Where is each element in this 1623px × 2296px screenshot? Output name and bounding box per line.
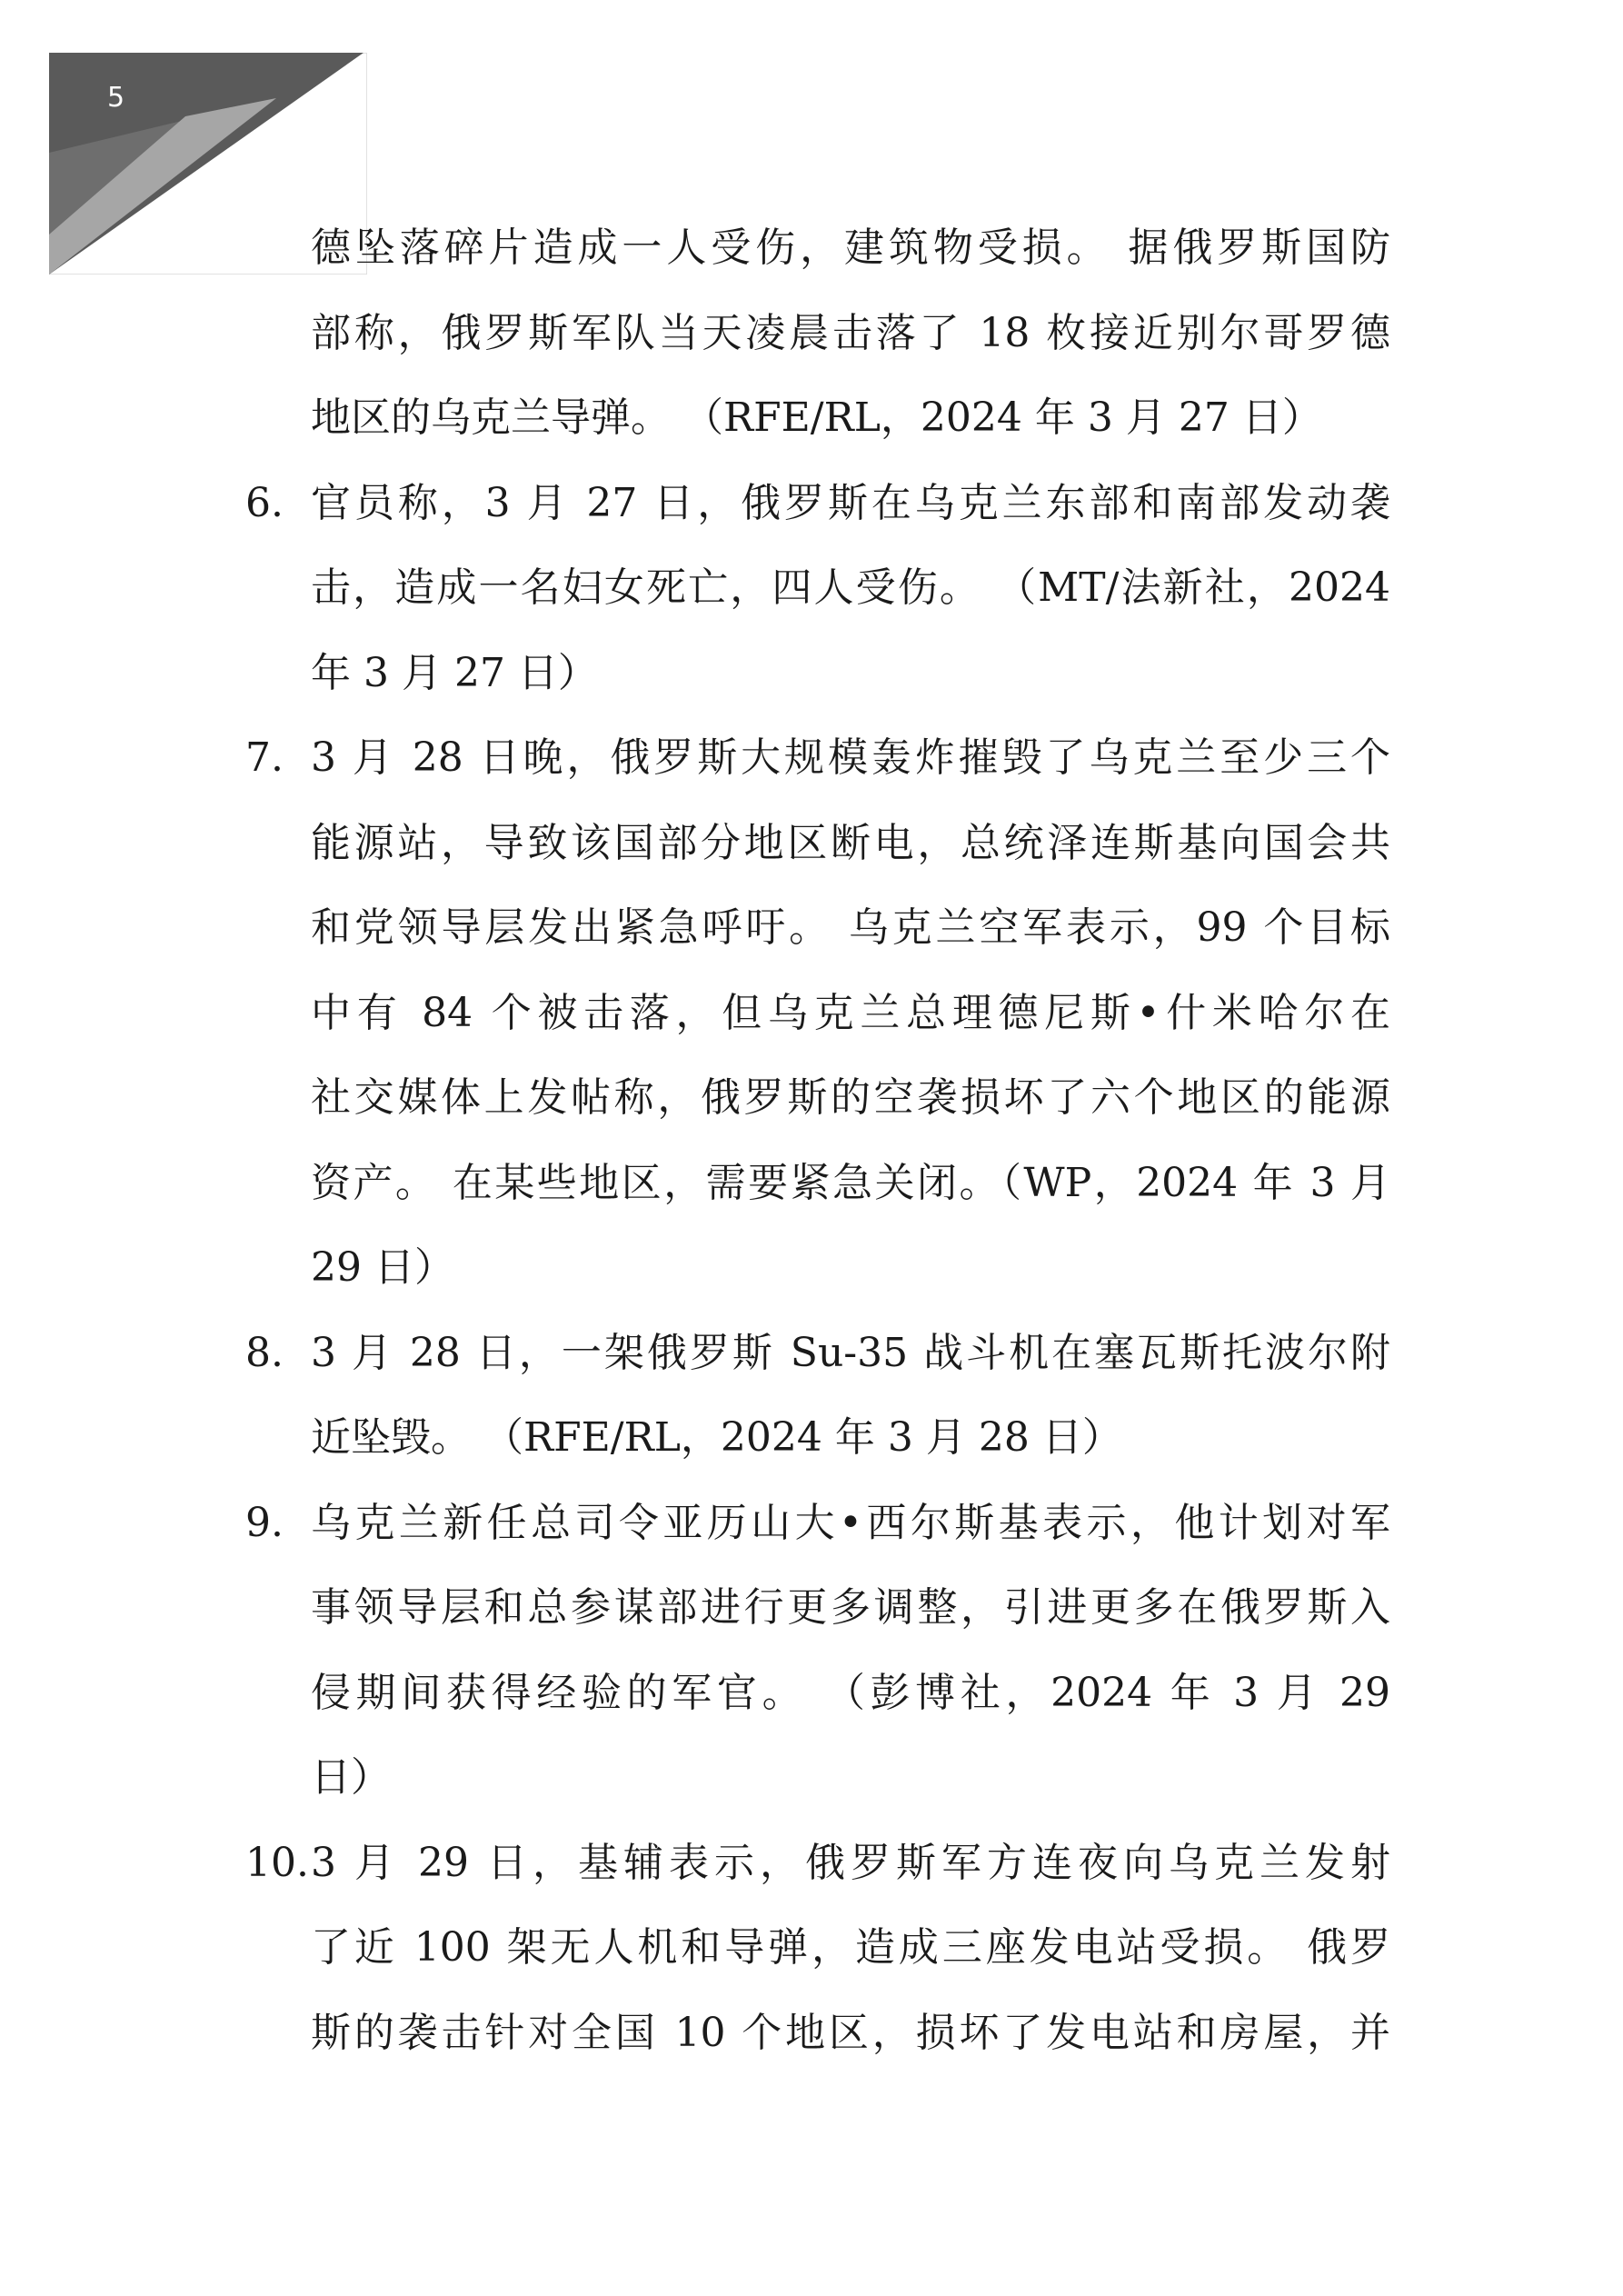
text-line: 年 3 月 27 日）: [311, 649, 598, 696]
document-body: [245, 205, 1390, 2075]
page-number: 5: [107, 82, 125, 114]
list-item: [245, 1821, 1390, 2076]
list-item-number: 6.: [245, 479, 284, 526]
list-item-number: 10.: [245, 1839, 309, 1886]
list-item-continuation: [245, 205, 1390, 461]
list-item-number: 9.: [245, 1499, 284, 1546]
list-item-number: 7.: [245, 734, 284, 781]
text-line: 资产。 在某些地区，需要紧急关闭。（WP，2024 年 3 月: [311, 1159, 1390, 1206]
text-line: 官员称，3 月 27 日，俄罗斯在乌克兰东部和南部发动袭: [311, 479, 1390, 526]
list-item: [245, 461, 1390, 716]
text-line: 乌克兰新任总司令亚历山大•西尔斯基表示，他计划对军: [311, 1499, 1390, 1546]
text-line: 29 日）: [311, 1244, 454, 1291]
text-line: 3 月 28 日晚，俄罗斯大规模轰炸摧毁了乌克兰至少三个: [311, 734, 1390, 781]
text-line: 3 月 28 日，一架俄罗斯 Su-35 战斗机在塞瓦斯托波尔附: [311, 1329, 1390, 1376]
text-line: 近坠毁。 （RFE/RL，2024 年 3 月 28 日）: [311, 1414, 1122, 1461]
text-line: 3 月 29 日，基辅表示，俄罗斯军方连夜向乌克兰发射: [311, 1839, 1390, 1886]
text-line: 部称，俄罗斯军队当天凌晨击落了 18 枚接近别尔哥罗德: [311, 309, 1390, 356]
text-line: 侵期间获得经验的军官。 （彭博社，2024 年 3 月 29: [311, 1669, 1390, 1716]
text-line: 德坠落碎片造成一人受伤，建筑物受损。 据俄罗斯国防: [311, 225, 1390, 271]
text-line: 日）: [311, 1754, 391, 1801]
text-line: 能源站，导致该国部分地区断电，总统泽连斯基向国会共: [311, 819, 1390, 866]
list-item-number: 8.: [245, 1329, 284, 1376]
text-line: 地区的乌克兰导弹。 （RFE/RL，2024 年 3 月 27 日）: [311, 394, 1322, 441]
text-line: 事领导层和总参谋部进行更多调整，引进更多在俄罗斯入: [311, 1584, 1390, 1631]
text-line: 斯的袭击针对全国 10 个地区，损坏了发电站和房屋，并: [311, 2009, 1390, 2056]
text-line: 了近 100 架无人机和导弹，造成三座发电站受损。 俄罗: [311, 1924, 1390, 1971]
list-item: [245, 1481, 1390, 1821]
text-line: 中有 84 个被击落，但乌克兰总理德尼斯•什米哈尔在: [311, 989, 1390, 1036]
list-item: [245, 1311, 1390, 1481]
list-item: [245, 715, 1390, 1311]
text-line: 和党领导层发出紧急呼吁。 乌克兰空军表示，99 个目标: [311, 904, 1390, 951]
text-line: 击，造成一名妇女死亡，四人受伤。 （MT/法新社，2024: [311, 564, 1390, 611]
text-line: 社交媒体上发帖称，俄罗斯的空袭损坏了六个地区的能源: [311, 1074, 1390, 1121]
